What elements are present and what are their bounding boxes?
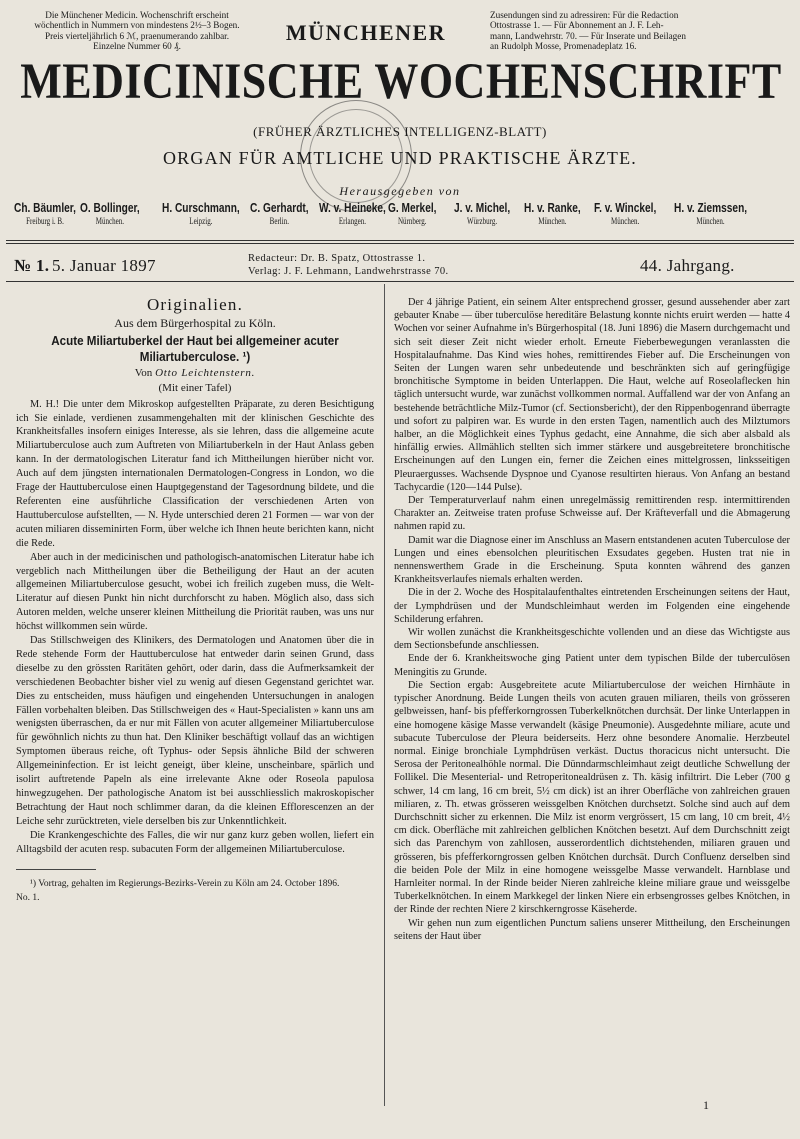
plate-note: (Mit einer Tafel) bbox=[158, 381, 232, 394]
redacteur-line: Redacteur: Dr. B. Spatz, Ottostrasse 1. bbox=[248, 253, 426, 264]
editor-city: Würzburg. bbox=[467, 216, 498, 226]
paragraph: Der 4 jährige Patient, ein seinem Alter entsprechend grosser, gesund aussehender aber zart gebauter Knabe — über tuberculöse hereditäre Belastung konnte nichts eruirt werden — hatte 4 Wochen vor seiner Aufnahme in's Bürgerhospital (18. Juni 1896) die Masern durchgemacht und sich seit dieser Zeit nicht wieder erholt. Erneute Fieberbewegungen veranlassten die Hospitalaufnahme. Das Kind wies hohes, remittirendes Fieber auf. Die Erscheinungen von Seiten der Lungen waren sehr unbedeutende und beschränkten sich auf geringfügige bronchitische Symptome in beiden Unterlappen. Die Haut, welche auf Roseolaflecken hin täglich untersucht wurde, war zunächst vollkommen normal. Auffallend war der von Anfang an bestehende beträchtliche Milz-Tumor (cf. Sectionsbericht), der den Rippenbogenrand überragte und sofort zu palpiren war. Es wurde in den ersten Tagen, namentlich auch des Milztumors halber, an die Möglichkeit eines Typhus gedacht, eine Annahme, die sich aber alsbald als hinfällig erwies. Allmählich stellten sich immer stärkere und ausgebreitetere bronchitische Erscheinungen auf den Lungen ein, ferner die Zeichen eines mittelgrossen, linksseitigen Pleuraergusses. Wachsende Dyspnoe und Cyanose resultirten hieraus. Von Anfang an bestand Tachycardie (120—144 Pulse). bbox=[394, 297, 790, 493]
organ-line: ORGAN FÜR AMTLICHE UND PRAKTISCHE ÄRZTE. bbox=[162, 148, 637, 168]
editor bbox=[388, 200, 436, 226]
masthead-city: MÜNCHENER bbox=[285, 20, 447, 45]
editor bbox=[454, 200, 510, 226]
editor-info bbox=[248, 252, 449, 278]
volume-year: 44. Jahrgang. bbox=[640, 256, 735, 275]
editor bbox=[319, 200, 386, 226]
editor-city: Leipzig. bbox=[189, 216, 213, 226]
article-author bbox=[16, 367, 374, 381]
paragraph: Die Section ergab: Ausgebreitete acute Miliartuberculose der weichen Hirnhäute in typischer Anordnung. Beide Lungen theils von acuten grauen miliaren, theils von grösseren gelbweissen, hanf- bis pfefferkorngrossen Tuberkelknötchen durchsät. Der linke Unterlappen in eine homogene käsige Masse verwandelt (käsige Pneumonie). Ausgedehnte miliare, acute und subacute Tuberculose der Pleura beiderseits. Herz ohne besondere Anomalie. Herzbeutel normal. Einige bronchiale Lymphdrüsen verkäst. Ductus thoracicus nicht untersucht. Die Serosa der Peritonealhöhle normal. Die Dünndarmschleimhaut zeigt deutliche Schwellung der Follikel. Die Mesenterial- und Retroperitonealdrüsen z. Th. käsig infiltrirt. Die Leber (700 g schwer, 14 cm lang, 16 cm breit, 5½ cm dick) ist an ihrer Oberfläche von zahlreichen grauen miliaren, z. Th. etwas grösseren weissgelben Knötchen durchsetzt. Solche sind auch auf dem Durchschnitt sicher zu erkennen. Die Milz ist enorm vergrössert, 15 cm lang, 10 cm breit, 4½ cm dick. Oberfläche mit zahlreichen gelblichen Knötchen besetzt. Auf dem Durchschnitt zeigt sich das Parenchym von zahllosen, ausserordentlich dichtstehenden, miliaren grauen und grösseren, bis pfefferkorngrossen gelben Knötchen durchsät. Durch Confluenz derselben sind die beiden Pole der Milz in eine homogene weissgelbe Masse verwandelt. Harnblase und Harnleiter normal. In der Rinde beider Nieren zahlreiche kleine miliare graue und weissgelbe Tuberkelknötchen. In einem Markkegel der linken Niere ein erbsengrosses gelbes Knötchen, in der Rinde der rechten Niere 2 kirschkerngrosse Käseherde. bbox=[394, 679, 790, 916]
former-name: (FRÜHER ÄRZTLICHES INTELLIGENZ-BLATT) bbox=[253, 124, 547, 139]
paragraph: Der Temperaturverlauf nahm einen unregelmässig remittirenden resp. intermittirenden Charakter an. Zeitweise traten profuse Schweisse auf. Der Kräfteverfall und die Abmagerung nahmen rapid zu. bbox=[394, 495, 790, 533]
editor-name: W. v. Heineke, bbox=[319, 200, 386, 215]
paragraph: M. H.! Die unter dem Mikroskop aufgestellten Präparate, zu deren Besichtigung ich Sie einlade, verdienen zusammengehalten mit der klinischen Geschichte des Krankheitsfalles insofern einiges Interesse, als sie lehren, dass die allgemeine acute Miliartuberculose auch zum Auftreten von Miliartuberkeln in der Haut Anlass geben kann. In der dermatologischen Literatur fand ich Mittheilungen hierüber nicht vor. Auch auf dem jüngsten internationalen Dermatologen-Congress in London, wo die Frage der Hauttuberculose einen Hauptgegenstand der Tagesordnung bildete, und die Referenten eine ausführliche Classification der verschiedenen Arten von Hauttuberculose aufstellten, — N. Hyde unterschied deren 21 Formen — war von der acuten miliaren disseminirten Form, über welche ich Ihnen heute berichten kann, nicht die Rede. bbox=[16, 398, 374, 549]
editor-name: H. v. Ziemssen, bbox=[674, 200, 748, 215]
issue-date: 5. Januar 1897 bbox=[52, 256, 156, 275]
right-column bbox=[394, 296, 790, 943]
notice-line: mann, Landwehrstr. 70. — Für Inserate und Beilagen bbox=[490, 30, 686, 41]
editor-name: H. Curschmann, bbox=[162, 200, 240, 215]
notice-line: an Rudolph Mosse, Promenadeplatz 16. bbox=[490, 41, 637, 52]
editor bbox=[250, 200, 309, 226]
editor-name: H. v. Ranke, bbox=[524, 200, 581, 215]
notice-line: Einzelne Nummer 60 ₰. bbox=[93, 41, 181, 52]
article-title: Acute Miliartuberkel der Haut bei allgemeiner acuter Miliartuberculose. ¹) bbox=[51, 333, 339, 364]
paragraph: Wir wollen zunächst die Krankheitsgeschichte vollenden und an diese das Wichtigste aus dem Sectionsbefunde anschliessen. bbox=[394, 627, 790, 652]
editor-name: Ch. Bäumler, bbox=[14, 200, 76, 215]
editor bbox=[80, 200, 140, 226]
section-title: Originalien. bbox=[146, 295, 244, 314]
editor-city: München. bbox=[696, 216, 725, 226]
editor-name: J. v. Michel, bbox=[454, 200, 511, 215]
notice-line: Zusendungen sind zu adressiren: Für die Redaction bbox=[490, 10, 679, 20]
editor-city: Nürnberg. bbox=[397, 216, 427, 226]
author-name: Otto Leichtenstern. bbox=[155, 366, 256, 379]
number-mark: No. 1. bbox=[16, 892, 40, 903]
editor bbox=[14, 200, 76, 226]
notice-line: Die Münchener Medicin. Wochenschrift erscheint bbox=[45, 10, 229, 20]
masthead-title: MEDICINISCHE WOCHENSCHRIFT bbox=[20, 53, 782, 110]
subscription-notice bbox=[22, 10, 252, 52]
notice-line: Ottostrasse 1. — Für Abonnement an J. F. Leh- bbox=[490, 20, 664, 31]
verlag-line: Verlag: J. F. Lehmann, Landwehrstrasse 70. bbox=[248, 266, 449, 277]
editor-city: Erlangen. bbox=[338, 216, 366, 226]
masthead-rule bbox=[6, 243, 794, 244]
notice-line: Preis vierteljährlich 6 ℳ, praenumerando zahlbar. bbox=[44, 30, 230, 41]
left-column bbox=[16, 295, 374, 905]
editor bbox=[162, 200, 240, 226]
paragraph: Ende der 6. Krankheitswoche ging Patient unter dem typischen Bilde der tuberculösen Meningitis zu Grunde. bbox=[394, 653, 790, 678]
issue-number: № 1. bbox=[14, 256, 50, 275]
editor-city: München. bbox=[95, 216, 124, 226]
editor-name: C. Gerhardt, bbox=[250, 200, 309, 215]
paragraph: Die Krankengeschichte des Falles, die wir nur ganz kurz geben wollen, liefert ein Alltagsbild der acuten resp. subacuten Form der allgemeinen Miliartuberculose. bbox=[16, 829, 374, 855]
footnote: ¹) Vortrag, gehalten im Regierungs-Bezirks-Verein zu Köln am 24. October 1896. bbox=[30, 878, 340, 889]
column-divider bbox=[384, 284, 385, 1106]
article-origin: Aus dem Bürgerhospital zu Köln. bbox=[114, 315, 276, 330]
editor bbox=[594, 200, 656, 226]
paragraph: Die in der 2. Woche des Hospitalaufenthaltes eintretenden Erscheinungen seitens der Haut, der Lymphdrüsen und der Mundschleimhaut werden im Folgenden eine eingehende Schilderung erfahren. bbox=[394, 587, 790, 625]
issue-bar bbox=[0, 248, 800, 278]
editor bbox=[524, 200, 581, 226]
notice-line: wöchentlich in Nummern von mindestens 2½–3 Bogen. bbox=[34, 20, 240, 31]
paragraph: Wir gehen nun zum eigentlichen Punctum saliens unserer Mittheilung, den Erscheinungen seitens der Haut über bbox=[394, 917, 790, 942]
editor-name: F. v. Winckel, bbox=[594, 200, 657, 215]
issue-rule bbox=[6, 281, 794, 282]
paragraph: Aber auch in der medicinischen und pathologisch-anatomischen Literatur habe ich vergeblich nach Mittheilungen über die Betheiligung der Haut an der acuten allgemeinen Miliartuberculose gesucht, wobei ich freilich zugeben muss, die Welt-Literatur auf diesen Punkt hin nicht durchforscht zu haben. Möglich also, dass sich Autoren melden, welche unserer kleinen Mittheilung die Priorität rauben, was uns nur höchst willkommen sein würde. bbox=[16, 551, 374, 633]
editor-name: G. Merkel, bbox=[388, 200, 437, 215]
editor bbox=[674, 200, 747, 226]
editor-city: Berlin. bbox=[269, 216, 289, 226]
editor-city: München. bbox=[538, 216, 567, 226]
author-prefix: Von bbox=[134, 366, 153, 379]
address-notice bbox=[490, 10, 786, 52]
masthead-rule bbox=[6, 240, 794, 241]
paragraph: Das Stillschweigen des Klinikers, des Dermatologen und Anatomen über die in Rede stehende Form der Hauttuberculose hat entweder darin seinen Grund, dass dieselbe zu den grössten Raritäten gehört, oder darin, dass die Aufmerksamkeit der verschiedenen Beobachter bisher viel zu wenig auf diesen Gegenstand gerichtet war. Dies zu entscheiden, muss häufigen und eingehenden Untersuchungen in analogen Fällen vorbehalten bleiben. Das Stillschweigen des « Haut-Specialisten » kann uns am wenigsten überraschen, da er nur mit Fällen von acuter allgemeiner Miliartuberculose für gewöhnlich nichts zu thun hat. Den Kliniker beschäftigt vollauf das an wichtigen Symptomen überaus reiche, oft Typhus- oder Sepsis ähnliche Bild der schweren Allgemeininfection. Er ist leicht geneigt, über kleine, unscheinbare, spärlich und isolirt auftretende Papeln als eine irrelevante Akne oder Roseola papulosa hinwegzugehen. Der pathologische Anatom ist bei ausschliesslich makroskopischer Betrachtung der Haut noch schlimmer daran, da die kleinen Efflorescenzen an der Leiche sehr zurücktreten, viele derselben bis zur Unkenntlichkeit. bbox=[16, 635, 374, 827]
editor-city: München. bbox=[611, 216, 640, 226]
footnote-rule bbox=[16, 869, 96, 870]
paragraph: Damit war die Diagnose einer im Anschluss an Masern entstandenen acuten Tuberculose der Lungen und eines ebensolchen pleuritischen Exsudates gegeben. Husten trat nie in nennenswerthem Grade in die Erscheinung. Sputa konnten während des ganzen Krankheitsverlaufes niemals erhalten werden. bbox=[394, 534, 790, 586]
editor-city: Freiburg i. B. bbox=[26, 216, 64, 226]
published-by: Herausgegeben von bbox=[339, 184, 461, 198]
page-number: 1 bbox=[703, 1098, 709, 1112]
editor-name: O. Bollinger, bbox=[80, 200, 140, 215]
